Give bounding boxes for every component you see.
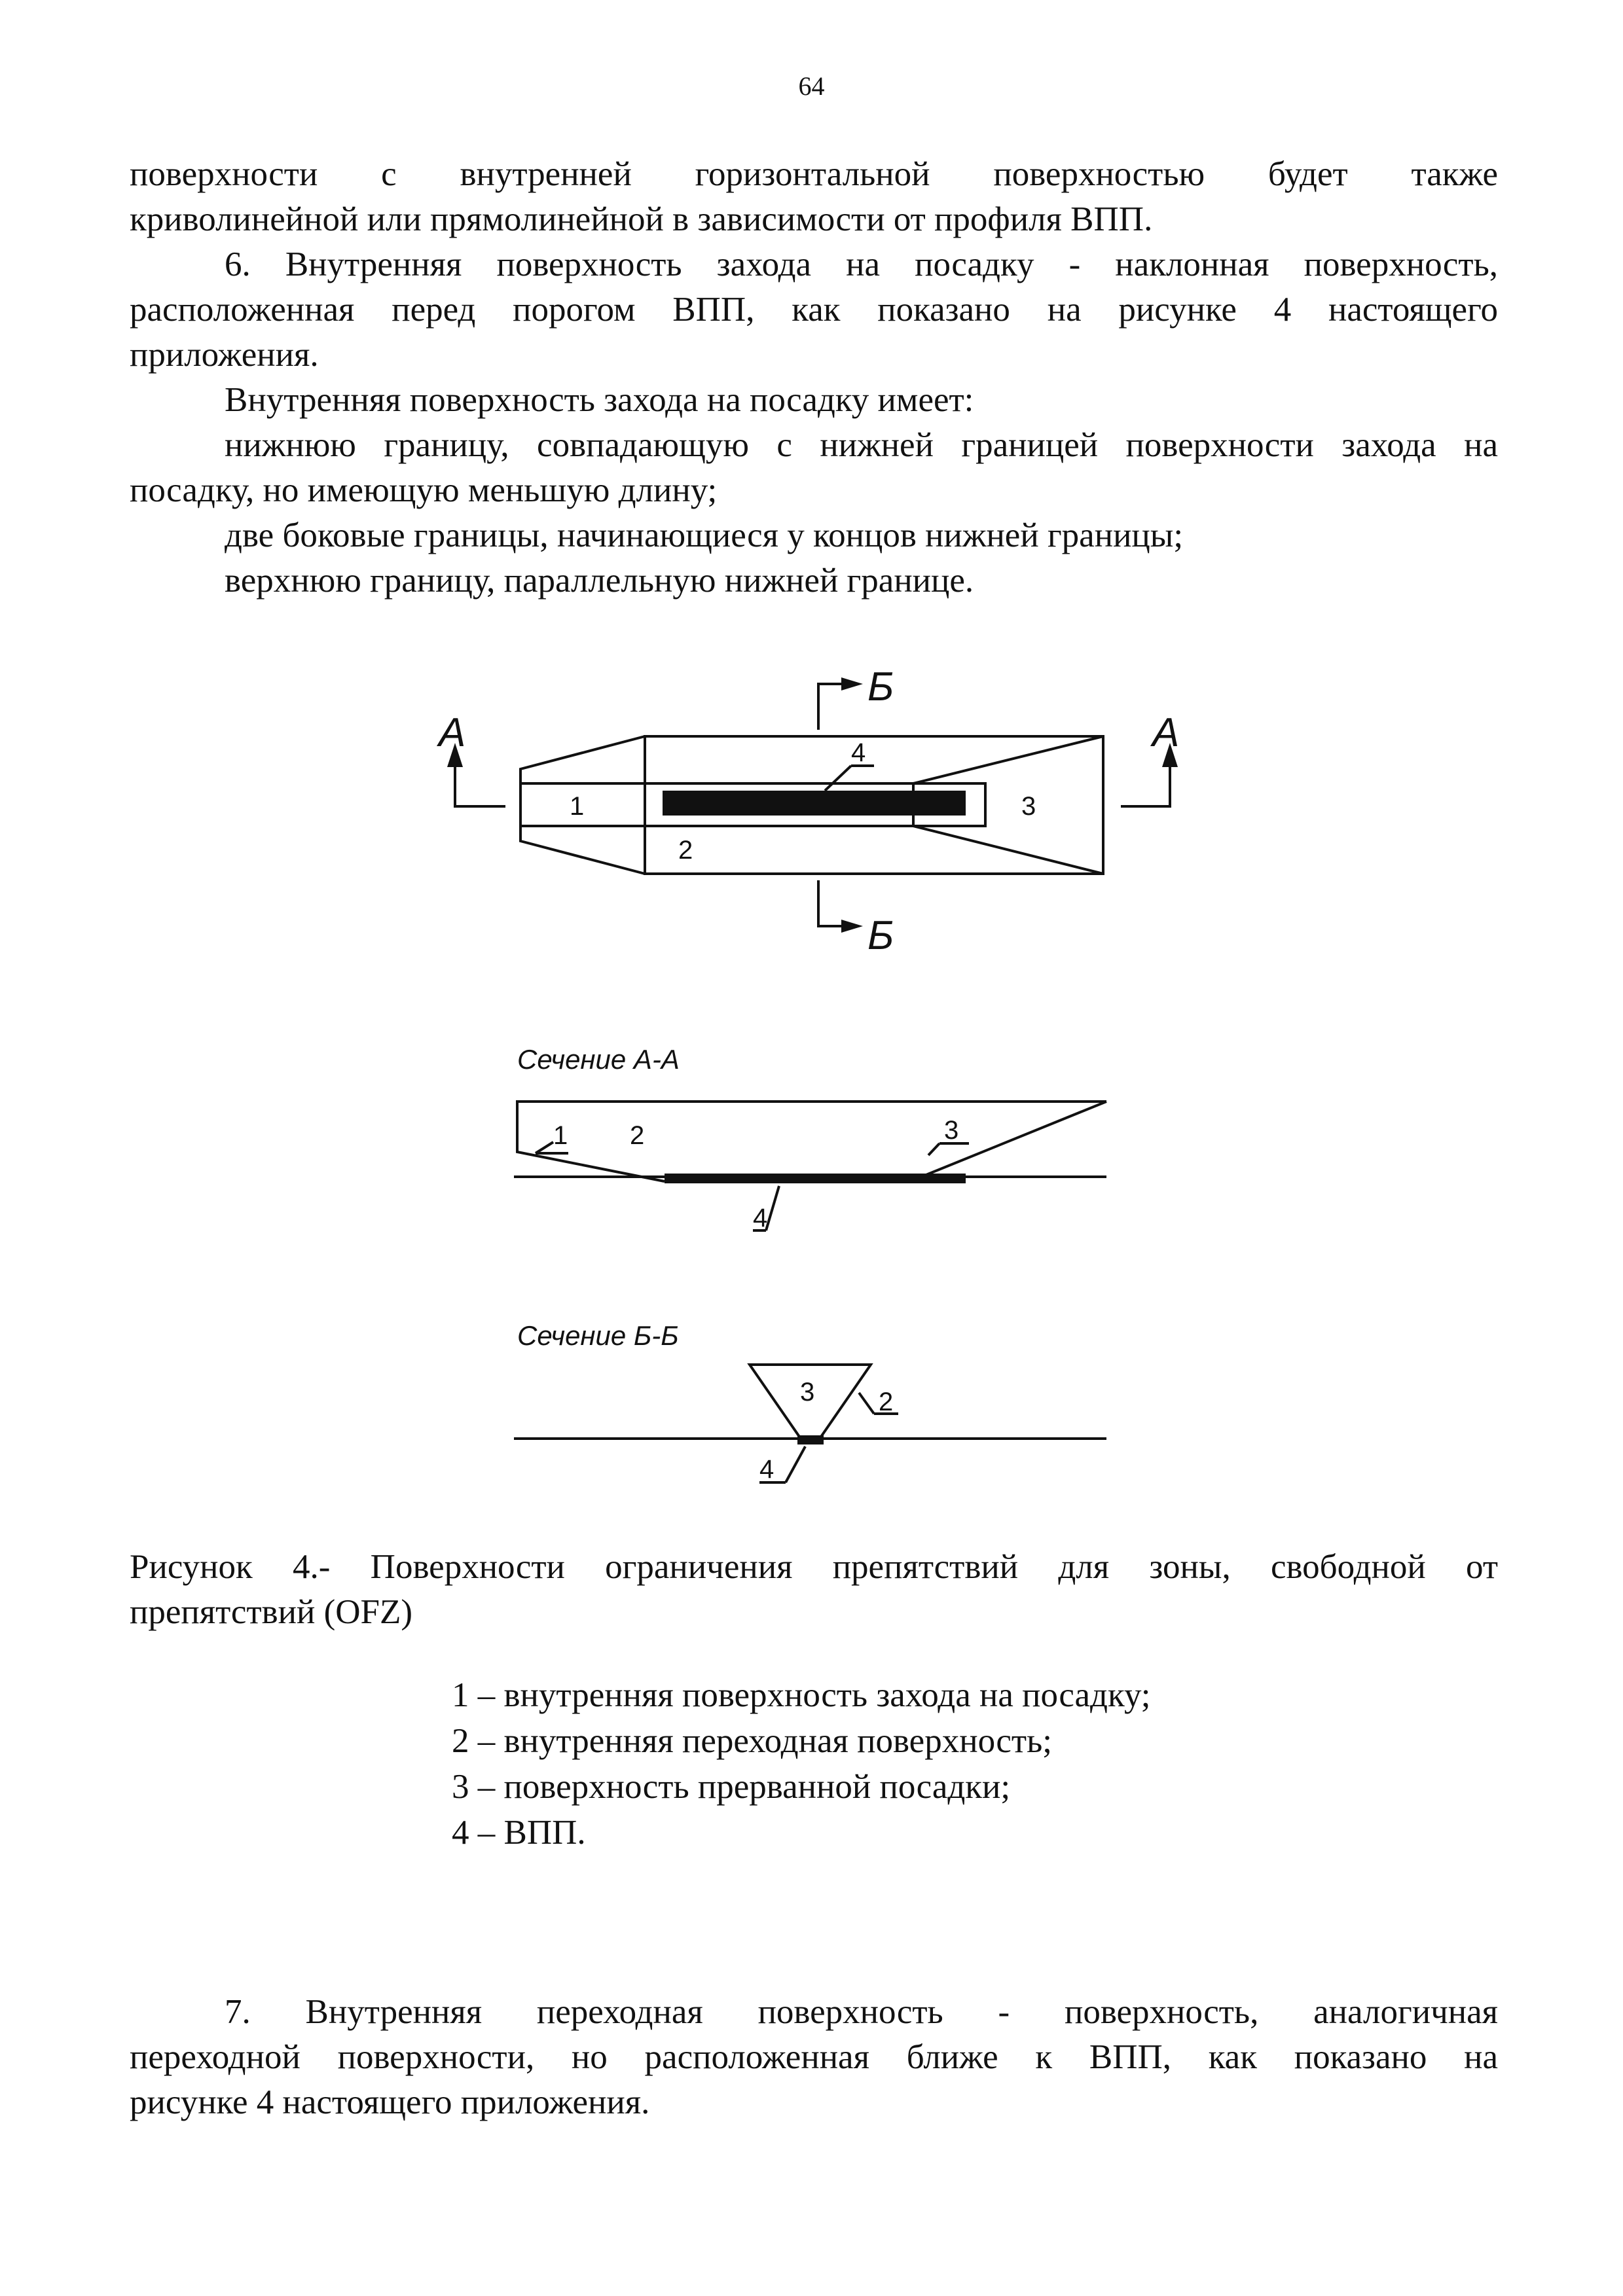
legend-item-3: 3 – поверхность прерванной посадки;	[452, 1768, 1011, 1806]
paragraph-continued-line1: поверхности с внутренней горизонтальной поверхностью будет также	[130, 155, 1498, 193]
section-a-right-marker	[1121, 762, 1170, 806]
section-aa-leader-1b	[536, 1142, 553, 1153]
section-aa-outline	[517, 1102, 1106, 1181]
label-section-b-bottom: Б	[867, 913, 894, 958]
section-aa-label-1: 1	[553, 1121, 568, 1150]
list-item3: верхнюю границу, параллельную нижней границе.	[225, 562, 974, 600]
label-zone-1: 1	[570, 792, 585, 821]
section-bb-label-2: 2	[879, 1388, 894, 1416]
figure-legend	[452, 1672, 1151, 1856]
paragraph6-line3: приложения.	[130, 336, 319, 374]
page-number: 64	[798, 71, 825, 101]
paragraph7-line2: переходной поверхности, но расположенная ближе к ВПП, как показано на	[130, 2038, 1498, 2076]
section-bb-label-4: 4	[759, 1455, 775, 1484]
section-aa-label-3: 3	[944, 1116, 959, 1145]
list-item2: две боковые границы, начинающиеся у концов нижней границы;	[225, 516, 1184, 554]
label-zone-2: 2	[678, 836, 693, 865]
section-aa-label-4: 4	[753, 1204, 768, 1232]
paragraph6-line2: расположенная перед порогом ВПП, как показано на рисунке 4 настоящего	[130, 291, 1498, 329]
section-b-top-marker	[818, 684, 845, 730]
caption-line1: Рисунок 4.- Поверхности ограничения препятствий для зоны, свободной от	[130, 1548, 1498, 1586]
paragraph7-line3: рисунке 4 настоящего приложения.	[130, 2083, 650, 2121]
legend-item-2: 2 – внутренняя переходная поверхность;	[452, 1722, 1052, 1760]
text-block-paragraph7	[130, 1990, 1498, 2125]
section-aa-leader-3b	[928, 1143, 939, 1155]
label-section-a-right: А	[1152, 710, 1180, 755]
legend-item-1: 1 – внутренняя поверхность захода на посадку;	[452, 1676, 1151, 1714]
label-section-a-left: А	[439, 710, 466, 755]
list-item1-line1: нижнюю границу, совпадающую с нижней границей поверхности захода на	[225, 426, 1498, 464]
runway-leader-plan	[825, 766, 851, 791]
section-bb-leader-2	[859, 1393, 874, 1414]
section-aa-label-2: 2	[630, 1121, 645, 1150]
paragraph-continued-line2: криволинейной или прямолинейной в зависимости от профиля ВПП.	[130, 200, 1153, 238]
runway-section-aa-bar	[665, 1174, 966, 1183]
caption-line2: препятствий (OFZ)	[130, 1593, 413, 1631]
legend-item-4: 4 – ВПП.	[452, 1814, 586, 1852]
section-aa-leader-4	[766, 1186, 779, 1230]
section-a-left-marker	[455, 762, 505, 806]
section-b-bottom-marker	[818, 880, 845, 926]
section-bb-title: Сечение Б-Б	[517, 1320, 679, 1351]
section-b-top-arrow	[841, 677, 863, 691]
paragraph6-line1: 6. Внутренняя поверхность захода на посадку - наклонная поверхность,	[225, 245, 1498, 283]
paragraph7-line1: 7. Внутренняя переходная поверхность - поверхность, аналогичная	[225, 1993, 1498, 2031]
label-section-b-top: Б	[867, 664, 894, 709]
balked-landing-upper-edge	[913, 736, 1103, 783]
list-item1-line2: посадку, но имеющую меньшую длину;	[130, 471, 718, 509]
label-zone-4: 4	[851, 738, 866, 767]
paragraph-has: Внутренняя поверхность захода на посадку имеет:	[225, 381, 974, 419]
balked-landing-lower-edge	[913, 826, 1103, 874]
label-zone-3: 3	[1021, 792, 1036, 821]
runway-plan-bar	[663, 791, 966, 816]
section-bb-label-3: 3	[800, 1378, 815, 1407]
section-aa-title: Сечение А-А	[517, 1044, 680, 1075]
section-b-bottom-arrow	[841, 920, 863, 933]
section-bb-leader-4	[786, 1446, 805, 1482]
runway-section-bb-bar	[797, 1435, 824, 1444]
figure-caption	[130, 1545, 1498, 1635]
section-aa-view	[514, 1102, 1106, 1230]
section-aa-balked-slope	[910, 1102, 1106, 1181]
